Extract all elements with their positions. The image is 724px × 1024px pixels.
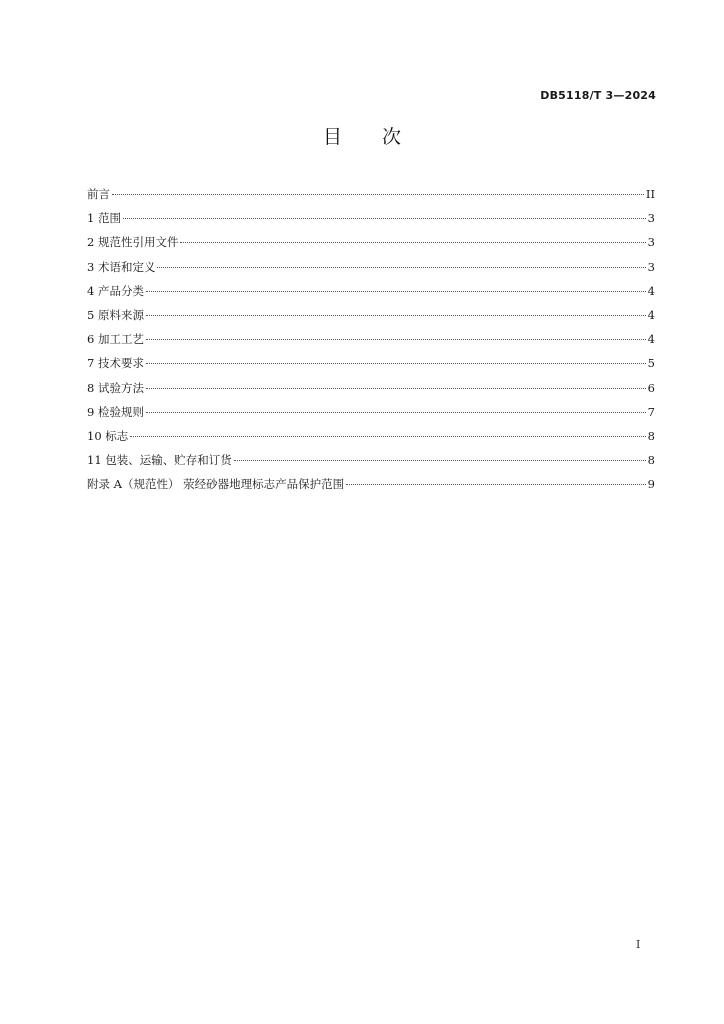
toc-entry[interactable] xyxy=(87,210,655,234)
toc-entry-label: 9 检验规则 xyxy=(87,404,144,419)
toc-entry-page: 4 xyxy=(647,283,655,298)
toc-dot-leader xyxy=(146,315,646,316)
toc-entry-label: 11 包装、运输、贮存和订货 xyxy=(87,453,232,468)
toc-entry-label: 5 原料来源 xyxy=(87,307,144,322)
toc-dot-leader xyxy=(146,388,646,389)
toc-dot-leader xyxy=(146,363,646,364)
toc-entry-label: 10 标志 xyxy=(87,428,129,443)
toc-entry-page: 4 xyxy=(647,332,655,347)
toc-entry-page: 7 xyxy=(647,404,655,419)
toc-dot-leader xyxy=(146,412,646,413)
toc-dot-leader xyxy=(146,291,646,292)
toc-title: 目次 xyxy=(322,126,441,148)
toc-entry-label: 前言 xyxy=(87,187,110,201)
toc-entry[interactable] xyxy=(87,234,655,258)
toc-entry-page: 3 xyxy=(647,259,655,274)
toc-dot-leader xyxy=(146,339,646,340)
toc-entry-label: 7 技术要求 xyxy=(87,356,144,371)
toc-dot-leader xyxy=(130,436,645,437)
document-code: DB5118/T 3—2024 xyxy=(540,89,656,102)
toc-dot-leader xyxy=(346,484,646,485)
toc-entry-page: 4 xyxy=(647,307,655,322)
page-number: I xyxy=(636,938,641,951)
toc-entry-label: 4 产品分类 xyxy=(87,283,144,298)
toc-entry-label: 附录 A（规范性） 荥经砂器地理标志产品保护范围 xyxy=(87,477,345,492)
toc-entry-page: 8 xyxy=(647,428,655,443)
toc-entry[interactable] xyxy=(87,452,655,476)
toc-entry-page: 3 xyxy=(647,235,655,250)
toc-entry-label: 2 规范性引用文件 xyxy=(87,235,179,250)
toc-dot-leader xyxy=(123,218,646,219)
toc-entry-label: 6 加工工艺 xyxy=(87,332,144,347)
toc-entry-page: 9 xyxy=(647,477,655,492)
toc-entry-page: 5 xyxy=(647,356,655,371)
toc-entry[interactable] xyxy=(87,283,655,307)
toc-dot-leader xyxy=(157,267,645,268)
toc-entry-label: 3 术语和定义 xyxy=(87,259,156,274)
toc-entry[interactable] xyxy=(87,355,655,379)
toc-dot-leader xyxy=(234,460,646,461)
toc-entry[interactable] xyxy=(87,404,655,428)
toc-entry-page: 6 xyxy=(647,380,655,395)
toc-entry[interactable] xyxy=(87,186,655,210)
toc-list xyxy=(87,186,655,500)
toc-entry[interactable] xyxy=(87,476,655,500)
toc-entry-page: II xyxy=(645,187,655,201)
toc-entry[interactable] xyxy=(87,307,655,331)
toc-entry-label: 1 范围 xyxy=(87,211,121,226)
toc-entry[interactable] xyxy=(87,428,655,452)
toc-dot-leader xyxy=(180,242,645,243)
toc-entry[interactable] xyxy=(87,380,655,404)
toc-entry-page: 3 xyxy=(647,211,655,226)
toc-entry-label: 8 试验方法 xyxy=(87,380,144,395)
toc-entry[interactable] xyxy=(87,259,655,283)
toc-entry-page: 8 xyxy=(647,453,655,468)
toc-dot-leader xyxy=(112,194,644,195)
toc-entry[interactable] xyxy=(87,331,655,355)
